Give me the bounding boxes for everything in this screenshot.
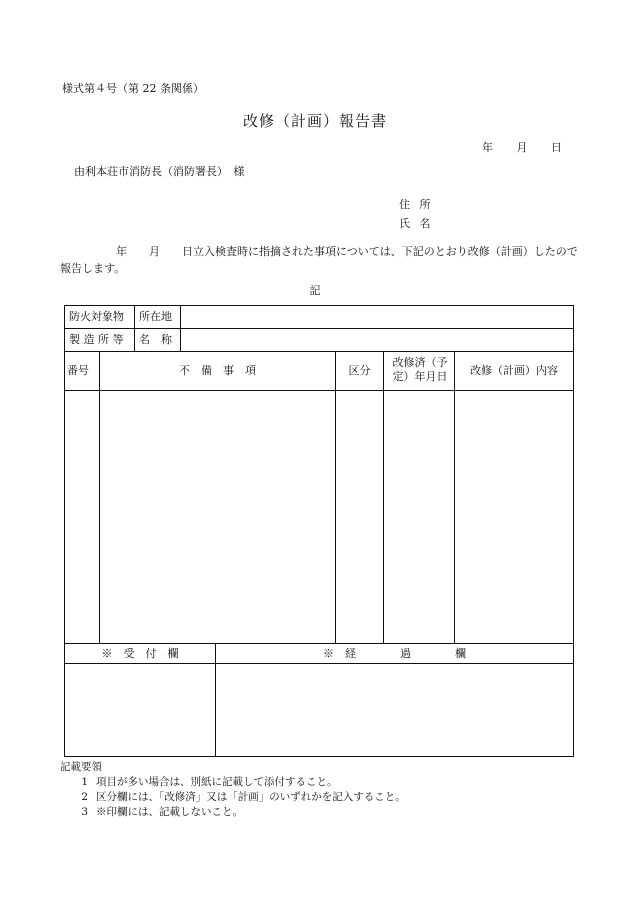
facility-name-field[interactable] xyxy=(183,329,571,351)
col-number-header: 番号 xyxy=(67,364,89,377)
date-line: 年 月 日 xyxy=(482,141,562,154)
note-number: 3 xyxy=(81,806,88,818)
ki-label: 記 xyxy=(309,284,321,297)
number-column-area[interactable] xyxy=(65,391,99,643)
name-label: 氏 名 xyxy=(399,217,431,230)
facility-label: 製 造 所 等 xyxy=(69,333,124,346)
category-column-area[interactable] xyxy=(336,391,383,643)
progress-header: ※ 経 過 欄 xyxy=(323,647,466,660)
progress-area[interactable] xyxy=(216,664,573,756)
address-label: 住 所 xyxy=(399,198,431,211)
note-number: 1 xyxy=(81,776,88,788)
note-text: ※印欄には、記載しないこと。 xyxy=(96,806,243,818)
col-divider xyxy=(180,306,181,351)
reception-header: ※ 受 付 欄 xyxy=(101,647,179,660)
addressee: 由利本荘市消防長（消防署長） 様 xyxy=(74,165,245,178)
note-number: 2 xyxy=(81,791,88,803)
notes-section xyxy=(60,760,406,820)
note-item xyxy=(60,790,406,805)
col-content-header: 改修（計画）内容 xyxy=(470,364,558,377)
note-item xyxy=(60,775,406,790)
report-form-table xyxy=(64,305,574,757)
report-body-text: 年 月 日立入検査時に指摘された事項については、下記のとおり改修（計画）したので報告します。 xyxy=(60,245,578,275)
content-column-area[interactable] xyxy=(455,391,573,643)
row-divider xyxy=(65,643,573,644)
note-text: 項目が多い場合は、別紙に記載して添付すること。 xyxy=(96,776,338,788)
defect-column-area[interactable] xyxy=(100,391,335,643)
location-label: 所在地 xyxy=(139,310,172,323)
location-field[interactable] xyxy=(183,306,571,328)
reception-area[interactable] xyxy=(65,664,215,756)
col-category-header: 区分 xyxy=(348,364,371,377)
page-title: 改修（計画）報告書 xyxy=(242,112,387,130)
row-divider xyxy=(65,351,573,352)
facility-name-label: 名 称 xyxy=(139,333,172,346)
col-defect-header: 不 備 事 項 xyxy=(179,364,256,377)
col-date-header: 改修済（予定）年月日 xyxy=(392,356,448,383)
note-item xyxy=(60,805,406,820)
col-divider xyxy=(134,306,135,351)
notes-heading: 記載要領 xyxy=(60,761,102,773)
note-text: 区分欄には、「改修済」又は「計画」のいずれかを記入すること。 xyxy=(96,791,406,803)
date-column-area[interactable] xyxy=(384,391,454,643)
target-label: 防火対象物 xyxy=(69,310,124,323)
form-number-label: 様式第４号（第 22 条関係） xyxy=(62,82,204,95)
